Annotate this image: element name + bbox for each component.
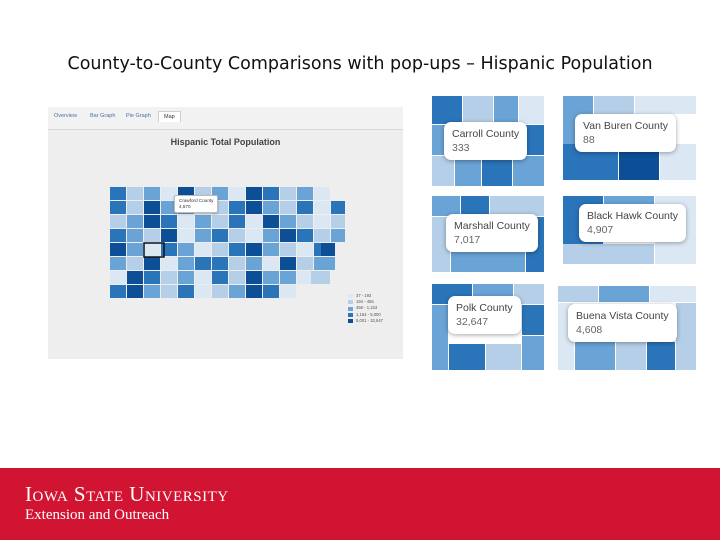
county-shape[interactable] (314, 187, 330, 200)
county-shape[interactable] (280, 271, 296, 284)
county-shape[interactable] (297, 187, 313, 200)
popup-value: 4,907 (587, 224, 614, 237)
county-shape[interactable] (246, 201, 262, 214)
county-shape[interactable] (321, 243, 335, 256)
county-shape[interactable] (195, 257, 211, 270)
county-shape[interactable] (110, 243, 126, 256)
popup-carroll (444, 122, 527, 160)
legend-swatch (348, 300, 353, 304)
county-shape[interactable] (110, 215, 126, 228)
county-shape[interactable] (280, 187, 296, 200)
county-shape[interactable] (229, 243, 245, 256)
county-shape[interactable] (229, 285, 245, 298)
popup-buena-vista (568, 304, 677, 342)
county-shape[interactable] (127, 229, 143, 242)
county-shape[interactable] (246, 229, 262, 242)
map-popup-value: 4,570 (179, 203, 191, 209)
county-shape[interactable] (321, 257, 335, 270)
county-shape[interactable] (178, 229, 194, 242)
county-shape[interactable] (263, 201, 279, 214)
county-shape[interactable] (229, 215, 245, 228)
map-screenshot (48, 107, 403, 359)
county-shape[interactable] (178, 257, 194, 270)
brand-subtitle: Extension and Outreach (25, 507, 170, 523)
county-shape[interactable] (246, 285, 262, 298)
legend-item (348, 318, 383, 324)
legend-label: 37 - 193 (356, 293, 372, 298)
county-shape[interactable] (331, 201, 345, 214)
county-shape[interactable] (212, 215, 228, 228)
county-shape[interactable] (246, 271, 262, 284)
county-shape[interactable] (297, 229, 313, 242)
county-shape[interactable] (246, 243, 262, 256)
popup-county-name: Marshall County (454, 220, 530, 232)
county-shape[interactable] (161, 285, 177, 298)
county-shape[interactable] (229, 257, 245, 270)
county-shape[interactable] (297, 201, 313, 214)
legend-swatch (348, 319, 353, 323)
county-shape[interactable] (297, 243, 313, 256)
county-shape[interactable] (246, 257, 262, 270)
thumb-black-hawk (563, 196, 696, 264)
county-shape[interactable] (331, 229, 345, 242)
popup-value: 4,608 (576, 324, 603, 337)
legend-swatch (348, 313, 353, 317)
county-shape[interactable] (161, 229, 177, 242)
tab-map[interactable]: Map (158, 111, 181, 122)
county-shape[interactable] (178, 285, 194, 298)
county-shape[interactable] (161, 257, 177, 270)
county-shape[interactable] (263, 243, 279, 256)
thumb-polk (432, 284, 544, 370)
legend-swatch (348, 294, 353, 298)
county-shape[interactable] (263, 285, 279, 298)
county-shape[interactable] (229, 229, 245, 242)
slide-title: County-to-County Comparisons with pop-ups – Hispanic Population (67, 54, 653, 74)
county-shape[interactable] (246, 215, 262, 228)
county-shape[interactable] (178, 215, 194, 228)
county-shape[interactable] (127, 271, 143, 284)
map-title: Hispanic Total Population (170, 137, 281, 147)
thumb-carroll (432, 96, 544, 186)
county-shape[interactable] (161, 215, 177, 228)
county-shape[interactable] (297, 215, 313, 228)
county-shape[interactable] (195, 243, 211, 256)
map-popup-county: Crawford County (179, 198, 214, 203)
county-shape[interactable] (195, 215, 211, 228)
popup-county-name: Carroll County (452, 128, 520, 140)
county-shape[interactable] (144, 187, 160, 200)
county-shape[interactable] (144, 201, 160, 214)
map-popup (174, 195, 218, 213)
county-shape[interactable] (311, 271, 325, 284)
county-shape[interactable] (263, 187, 279, 200)
county-shape[interactable] (280, 215, 296, 228)
popup-value: 32,647 (456, 316, 489, 329)
county-shape[interactable] (195, 285, 211, 298)
popup-marshall (446, 214, 538, 252)
county-shape[interactable] (195, 271, 211, 284)
county-shape[interactable] (178, 243, 194, 256)
county-shape[interactable] (127, 285, 143, 298)
legend-swatch (348, 307, 353, 311)
popup-black-hawk (579, 204, 686, 242)
county-shape[interactable] (127, 257, 143, 270)
popup-county-name: Polk County (456, 302, 513, 314)
county-shape[interactable] (144, 229, 160, 242)
popup-van-buren (575, 114, 676, 152)
county-shape[interactable] (110, 257, 126, 270)
legend-label: 5,001 - 32,647 (356, 317, 384, 323)
county-shape[interactable] (263, 229, 279, 242)
legend-label: 456 - 1,153 (356, 305, 378, 311)
county-shape[interactable] (110, 285, 126, 298)
thumb-buena-vista (558, 286, 696, 370)
tab-bar-graph[interactable]: Bar Graph (90, 113, 116, 119)
county-shape[interactable] (280, 285, 296, 298)
county-shape[interactable] (127, 201, 143, 214)
county-shape[interactable] (263, 271, 279, 284)
county-shape[interactable] (110, 229, 126, 242)
county-shape[interactable] (127, 215, 143, 228)
county-shape[interactable] (212, 243, 228, 256)
county-shape[interactable] (314, 201, 330, 214)
county-shape[interactable] (280, 243, 296, 256)
county-shape[interactable] (110, 187, 126, 200)
popup-value: 88 (583, 134, 595, 147)
county-shape[interactable] (212, 229, 228, 242)
county-shape[interactable] (280, 257, 296, 270)
county-shape[interactable] (280, 201, 296, 214)
county-shape[interactable] (127, 187, 143, 200)
county-shape[interactable] (280, 229, 296, 242)
popup-county-name: Van Buren County (583, 120, 669, 132)
county-shape[interactable] (144, 215, 160, 228)
popup-value: 7,017 (454, 234, 481, 247)
county-shape[interactable] (314, 229, 330, 242)
popup-value: 333 (452, 142, 470, 155)
county-shape[interactable] (144, 285, 160, 298)
county-shape[interactable] (314, 215, 330, 228)
county-shape[interactable] (178, 271, 194, 284)
county-shape[interactable] (161, 271, 177, 284)
legend-label: 194 - 455 (356, 299, 374, 305)
thumb-van-buren (563, 96, 696, 180)
popup-polk (448, 296, 521, 334)
county-shape[interactable] (144, 271, 160, 284)
brand-logo: Iowa State University (25, 482, 229, 506)
thumb-marshall (432, 196, 544, 272)
county-shape[interactable] (144, 243, 160, 256)
county-shape[interactable] (246, 187, 262, 200)
county-shape[interactable] (212, 285, 228, 298)
county-shape[interactable] (331, 215, 345, 228)
county-shape[interactable] (110, 201, 126, 214)
tab-overview[interactable]: Overview (54, 113, 77, 119)
popup-county-name: Buena Vista County (576, 310, 669, 322)
county-shape[interactable] (212, 271, 228, 284)
county-shape[interactable] (263, 215, 279, 228)
county-shape[interactable] (229, 201, 245, 214)
county-shape[interactable] (195, 229, 211, 242)
tab-pie-graph[interactable]: Pie Graph (126, 113, 151, 119)
county-shape[interactable] (297, 257, 313, 270)
county-shape[interactable] (297, 271, 313, 284)
county-shape[interactable] (229, 187, 245, 200)
county-shape[interactable] (229, 271, 245, 284)
county-shape[interactable] (212, 257, 228, 270)
county-shape[interactable] (144, 257, 160, 270)
popup-county-name: Black Hawk County (587, 210, 679, 222)
county-shape[interactable] (127, 243, 143, 256)
county-shape[interactable] (263, 257, 279, 270)
county-shape[interactable] (110, 271, 126, 284)
map-legend (348, 293, 383, 324)
legend-label: 1,154 - 5,000 (356, 311, 381, 317)
